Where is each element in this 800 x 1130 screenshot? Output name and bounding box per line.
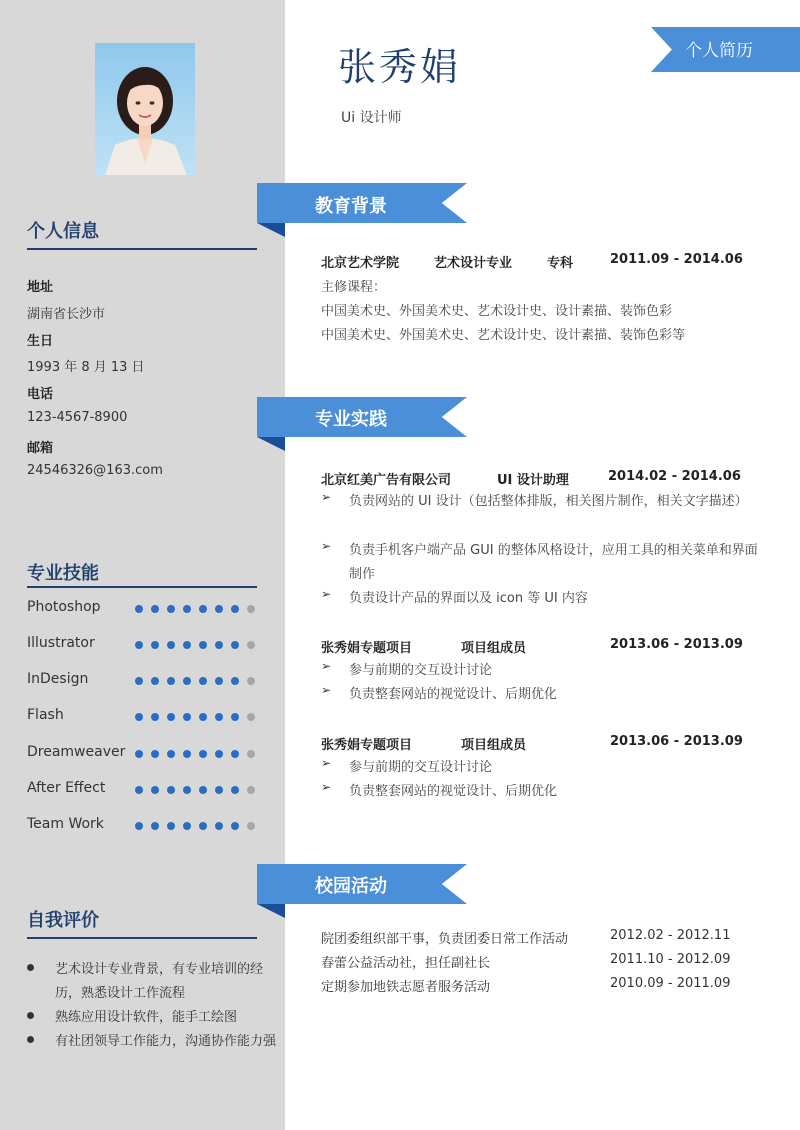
skill-dot-empty (247, 677, 255, 685)
duty-text: 负责整套网站的视觉设计、后期优化 (349, 784, 558, 799)
degree: 专科 (547, 256, 574, 271)
skill-dot-filled (135, 822, 143, 830)
skill-dot-filled (199, 786, 207, 794)
duty-text: 负责整套网站的视觉设计、后期优化 (349, 687, 558, 702)
skill-dot-filled (231, 750, 239, 758)
arrow-bullet-icon: ➢ (321, 683, 332, 697)
skill-dot-filled (167, 605, 175, 613)
skill-dot-filled (151, 786, 159, 794)
skill-dot-filled (199, 713, 207, 721)
arrow-bullet-icon: ➢ (321, 539, 332, 553)
skill-name: Team Work (27, 816, 104, 832)
project-period: 2013.06 - 2013.09 (610, 734, 743, 749)
skill-dot-empty (247, 822, 255, 830)
skill-row (27, 780, 267, 800)
skill-dot-filled (231, 641, 239, 649)
skill-dot-filled (231, 786, 239, 794)
duty-text: 负责手机客户端产品 GUI 的整体风格设计，应用工具的相关菜单和界面制作 (349, 543, 758, 582)
activity-period: 2010.09 - 2011.09 (610, 976, 731, 991)
skill-dot-filled (135, 750, 143, 758)
email-value: 24546326@163.com (27, 463, 163, 478)
skill-dot-filled (183, 713, 191, 721)
bullet-icon (27, 964, 34, 971)
skill-dot-filled (199, 750, 207, 758)
arrow-bullet-icon: ➢ (321, 490, 332, 504)
duty-text: 负责网站的 UI 设计（包括整体排版，相关图片制作，相关文字描述） (349, 494, 748, 509)
email-label: 邮箱 (27, 441, 54, 456)
project-role: 项目组成员 (461, 641, 527, 656)
skill-dot-filled (183, 822, 191, 830)
skill-dot-filled (167, 713, 175, 721)
skill-dot-filled (183, 677, 191, 685)
skill-dot-filled (199, 822, 207, 830)
school-name: 北京艺术学院 (321, 256, 400, 271)
project-name: 张秀娟专题项目 (321, 738, 413, 753)
skill-dot-filled (135, 786, 143, 794)
skill-dot-filled (167, 822, 175, 830)
job-role: UI 设计助理 (497, 473, 569, 488)
self-evaluation-title: 自我评价 (27, 910, 99, 931)
job-title: Ui 设计师 (341, 110, 402, 126)
skill-name: InDesign (27, 671, 89, 687)
skill-dot-filled (231, 822, 239, 830)
evaluation-text: 熟练应用设计软件，能手工绘图 (55, 1010, 238, 1025)
bullet-icon (27, 1036, 34, 1043)
duty-text: 参与前期的交互设计讨论 (349, 663, 493, 678)
skill-dot-filled (135, 677, 143, 685)
skill-dot-filled (167, 677, 175, 685)
skill-name: Illustrator (27, 635, 95, 651)
skill-dot-filled (215, 786, 223, 794)
activity-period: 2011.10 - 2012.09 (610, 952, 731, 967)
skill-dot-filled (215, 822, 223, 830)
skill-dot-filled (151, 750, 159, 758)
courses-label: 主修课程： (321, 280, 387, 295)
evaluation-text: 艺术设计专业背景，有专业培训的经历，熟悉设计工作流程 (55, 962, 264, 1001)
skill-name: Photoshop (27, 599, 101, 615)
skill-dot-filled (215, 641, 223, 649)
skill-dot-filled (167, 750, 175, 758)
skill-dot-filled (183, 605, 191, 613)
skills-title: 专业技能 (27, 563, 99, 584)
skill-dot-filled (199, 605, 207, 613)
arrow-bullet-icon: ➢ (321, 756, 332, 770)
skill-dot-filled (151, 677, 159, 685)
phone-label: 电话 (27, 387, 54, 402)
skill-dot-filled (215, 713, 223, 721)
skill-dot-filled (199, 641, 207, 649)
skill-dot-filled (167, 786, 175, 794)
skill-dot-filled (135, 605, 143, 613)
skill-dot-filled (135, 713, 143, 721)
skill-dot-filled (231, 713, 239, 721)
skill-dot-filled (215, 750, 223, 758)
skill-dot-empty (247, 750, 255, 758)
activity-text: 定期参加地铁志愿者服务活动 (321, 980, 491, 995)
skill-row (27, 671, 267, 691)
resume-label: 个人简历 (685, 41, 753, 61)
skill-dot-filled (167, 641, 175, 649)
activity-period: 2012.02 - 2012.11 (610, 928, 731, 943)
campus-title: 校园活动 (315, 876, 387, 897)
skill-dot-filled (199, 677, 207, 685)
project-name: 张秀娟专题项目 (321, 641, 413, 656)
evaluation-text: 有社团领导工作能力，沟通协作能力强 (55, 1034, 277, 1049)
duty-text: 负责设计产品的界面以及 icon 等 UI 内容 (349, 591, 588, 606)
courses-line: 中国美术史、外国美术史、艺术设计史、设计素描、装饰色彩 (321, 304, 673, 319)
job-period: 2014.02 - 2014.06 (608, 469, 741, 484)
personal-info-title: 个人信息 (27, 221, 99, 242)
birthday-label: 生日 (27, 334, 54, 349)
activity-text: 院团委组织部干事，负责团委日常工作活动 (321, 932, 569, 947)
personal-info-rule (27, 248, 257, 250)
arrow-bullet-icon: ➢ (321, 659, 332, 673)
skill-dot-filled (183, 786, 191, 794)
skill-name: Dreamweaver (27, 744, 126, 760)
skill-dot-filled (183, 750, 191, 758)
arrow-bullet-icon: ➢ (321, 780, 332, 794)
skill-dot-empty (247, 605, 255, 613)
skill-dot-empty (247, 786, 255, 794)
skill-dot-empty (247, 641, 255, 649)
birthday-value: 1993 年 8 月 13 日 (27, 360, 145, 375)
practice-title: 专业实践 (315, 409, 387, 430)
project-role: 项目组成员 (461, 738, 527, 753)
skill-dot-filled (183, 641, 191, 649)
address-label: 地址 (27, 280, 54, 295)
skill-dot-filled (135, 641, 143, 649)
profile-photo (95, 43, 195, 175)
skill-dot-filled (151, 822, 159, 830)
skill-dot-filled (231, 605, 239, 613)
skill-row (27, 635, 267, 655)
phone-value: 123-4567-8900 (27, 410, 128, 425)
skill-row (27, 816, 267, 836)
duty-text: 参与前期的交互设计讨论 (349, 760, 493, 775)
skills-rule (27, 586, 257, 588)
arrow-bullet-icon: ➢ (321, 587, 332, 601)
skill-dot-filled (151, 641, 159, 649)
education-title: 教育背景 (315, 196, 387, 217)
education-period: 2011.09 - 2014.06 (610, 252, 743, 267)
skill-row (27, 744, 267, 764)
skill-row (27, 599, 267, 619)
address-value: 湖南省长沙市 (27, 307, 106, 322)
skill-row (27, 707, 267, 727)
self-evaluation-rule (27, 937, 257, 939)
skill-name: After Effect (27, 780, 106, 796)
skill-name: Flash (27, 707, 64, 723)
bullet-icon (27, 1012, 34, 1019)
major-name: 艺术设计专业 (434, 256, 513, 271)
activity-text: 春蕾公益活动社，担任副社长 (321, 956, 491, 971)
skill-dot-filled (151, 605, 159, 613)
project-period: 2013.06 - 2013.09 (610, 637, 743, 652)
courses-line: 中国美术史、外国美术史、艺术设计史、设计素描、装饰色彩等 (321, 328, 686, 343)
candidate-name: 张秀娟 (338, 45, 462, 89)
skill-dot-empty (247, 713, 255, 721)
skill-dot-filled (215, 677, 223, 685)
skill-dot-filled (215, 605, 223, 613)
skill-dot-filled (231, 677, 239, 685)
company-name: 北京红美广告有限公司 (321, 473, 452, 488)
skill-dot-filled (151, 713, 159, 721)
